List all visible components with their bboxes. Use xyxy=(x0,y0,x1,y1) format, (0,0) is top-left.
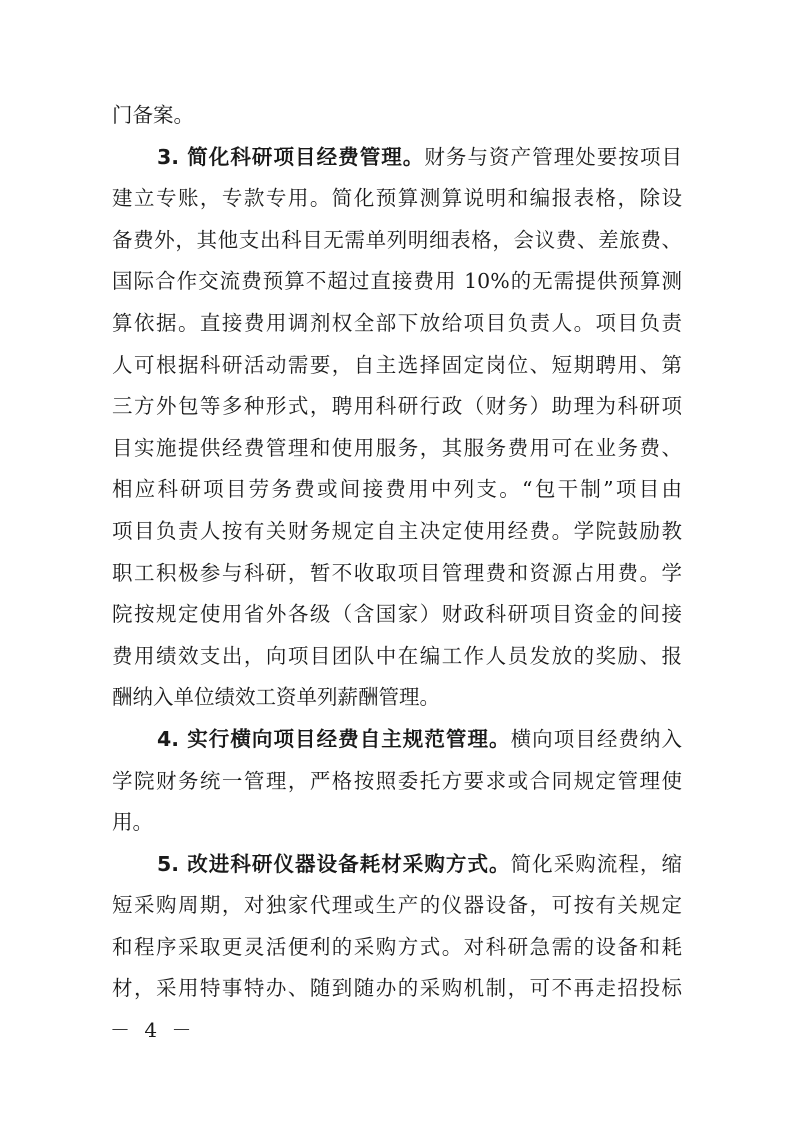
section3-line: 人可根据科研活动需要，自主选择固定岗位、短期聘用、第 xyxy=(112,352,682,377)
section3-line: 院按规定使用省外各级（含国家）财政科研项目资金的间接 xyxy=(112,602,682,627)
section4-line: 用。 xyxy=(112,810,153,835)
section5-first-line xyxy=(112,844,682,886)
section3-line: 职工积极参与科研，暂不收取项目管理费和资源占用费。学 xyxy=(112,560,682,585)
section3-line: 备费外，其他支出科目无需单列明细表格，会议费、差旅费、 xyxy=(112,227,682,252)
section3-line: 三方外包等多种形式，聘用科研行政（财务）助理为科研项 xyxy=(112,394,682,419)
section3-text: 财务与资产管理处要按项目 xyxy=(424,144,682,169)
section3-line: 目实施提供经费管理和使用服务，其服务费用可在业务费、 xyxy=(112,435,682,460)
section5-line: 材，采用特事特办、随到随办的采购机制，可不再走招投标 xyxy=(112,976,682,1001)
section3-line: 项目负责人按有关财务规定自主决定使用经费。学院鼓励教 xyxy=(112,518,682,543)
opening-line: 门备案。 xyxy=(112,103,194,127)
section3-line: 算依据。直接费用调剂权全部下放给项目负责人。项目负责 xyxy=(112,310,682,335)
section3-line: 建立专账，专款专用。简化预算测算说明和编报表格，除设 xyxy=(112,186,682,211)
section3-heading: 3. 简化科研项目经费管理。 xyxy=(157,144,425,169)
section3-first-line xyxy=(112,137,682,179)
section5-text: 简化采购流程，缩 xyxy=(510,851,682,876)
section5-line: 短采购周期，对独家代理或生产的仪器设备，可按有关规定 xyxy=(112,893,682,918)
page-number: － 4 － xyxy=(110,1018,196,1042)
section3-line: 国际合作交流费预算不超过直接费用 10%的无需提供预算测 xyxy=(112,269,682,294)
section3-line: 费用绩效支出，向项目团队中在编工作人员发放的奖励、报 xyxy=(112,643,682,668)
section4-heading: 4. 实行横向项目经费自主规范管理。 xyxy=(157,726,511,751)
document-body xyxy=(112,95,682,1010)
section3-line: 相应科研项目劳务费或间接费用中列支。“包干制”项目由 xyxy=(112,477,682,502)
section5-line: 和程序采取更灵活便利的采购方式。对科研急需的设备和耗 xyxy=(112,934,682,959)
section4-first-line xyxy=(112,719,682,761)
section3-line: 酬纳入单位绩效工资单列薪酬管理。 xyxy=(112,685,440,710)
section4-text: 横向项目经费纳入 xyxy=(510,726,682,751)
section5-heading: 5. 改进科研仪器设备耗材采购方式。 xyxy=(157,851,511,876)
section4-line: 学院财务统一管理，严格按照委托方要求或合同规定管理使 xyxy=(112,768,682,793)
